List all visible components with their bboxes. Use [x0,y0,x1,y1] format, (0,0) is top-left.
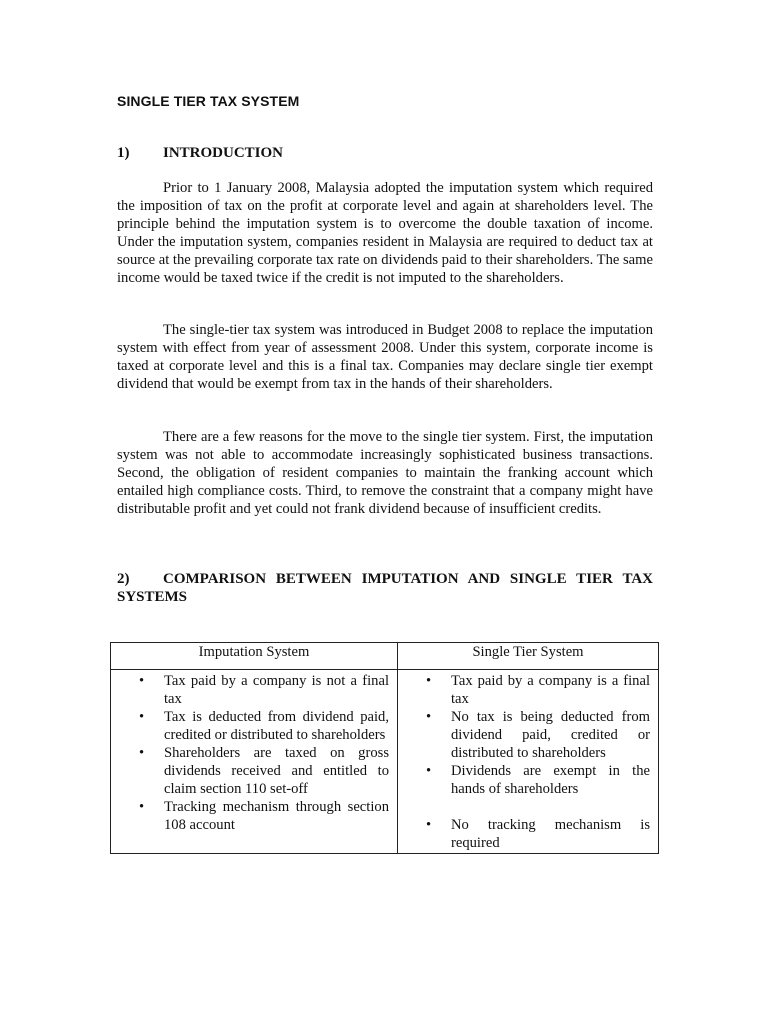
list-item [115,708,389,744]
bullet-icon: • [139,745,145,761]
list-item-text: Dividends are exempt in the hands of shareholders [451,763,650,797]
section-number: 2) [117,571,130,587]
bullet-icon: • [139,799,145,815]
header-single-tier-system: Single Tier System [398,643,659,670]
intro-paragraph-1: Prior to 1 January 2008, Malaysia adopted the imputation system which required the imposition of tax on the profit at corporate level and again at shareholders level. The principle behind the imputation system is to overcome the double taxation of income. Under the imputation system, companies resident in Malaysia are required to deduct tax at source at the prevailing corporate tax rate on dividends paid to their shareholders. The same income would be taxed twice if the credit is not imputed to the shareholders. [117,180,653,286]
bullet-icon: • [426,673,432,689]
bullet-icon: • [426,763,432,779]
bullet-icon: • [426,709,432,725]
list-item-text: No tracking mechanism is required [451,817,650,851]
section-title: COMPARISON BETWEEN IMPUTATION AND SINGLE TIER TAX SYSTEMS [117,571,653,605]
section-number: 1) [117,145,130,161]
bullet-icon: • [139,673,145,689]
list-item-text: Tracking mechanism through section 108 account [164,799,389,833]
section-heading-comparison [117,570,653,606]
document-title: SINGLE TIER TAX SYSTEM [117,93,300,109]
section-heading-introduction [117,144,283,162]
list-item [402,708,650,762]
list-item-text: Tax paid by a company is a final tax [451,673,650,707]
bullet-icon: • [426,817,432,833]
intro-paragraph-2: The single-tier tax system was introduced in Budget 2008 to replace the imputation system with effect from year of assessment 2008. Under this system, corporate income is taxed at corporate level and this is a final tax. Companies may declare single tier exempt dividend that would be exempt from tax in the hands of their shareholders. [117,322,653,392]
single-tier-list [402,672,650,852]
list-item [402,762,650,798]
list-item [115,672,389,708]
intro-paragraph-3: There are a few reasons for the move to the single tier system. First, the imputation system was not able to accommodate increasingly sophisticated business transactions. Second, the obligation of resident companies to maintain the franking account which entailed high compliance costs. Third, to remove the constraint that a company might have distributable profit and yet could not frank dividend because of insufficient credits. [117,429,653,517]
list-item-text: Tax paid by a company is not a final tax [164,673,389,707]
list-item [115,798,389,834]
table-header-row [111,643,659,670]
list-item-text: Tax is deducted from dividend paid, credited or distributed to shareholders [164,709,389,743]
bullet-icon: • [139,709,145,725]
list-item [402,672,650,708]
list-item [115,744,389,798]
list-item [402,816,650,852]
table-row [111,670,659,854]
single-tier-cell [398,670,659,854]
comparison-table [110,642,659,854]
list-item-text: No tax is being deducted from dividend paid, credited or distributed to shareholders [451,709,650,761]
list-item-text: Shareholders are taxed on gross dividends received and entitled to claim section 110 set-off [164,745,389,797]
section-title: INTRODUCTION [163,145,284,161]
imputation-cell [111,670,398,854]
imputation-list [115,672,389,834]
header-imputation-system: Imputation System [111,643,398,670]
